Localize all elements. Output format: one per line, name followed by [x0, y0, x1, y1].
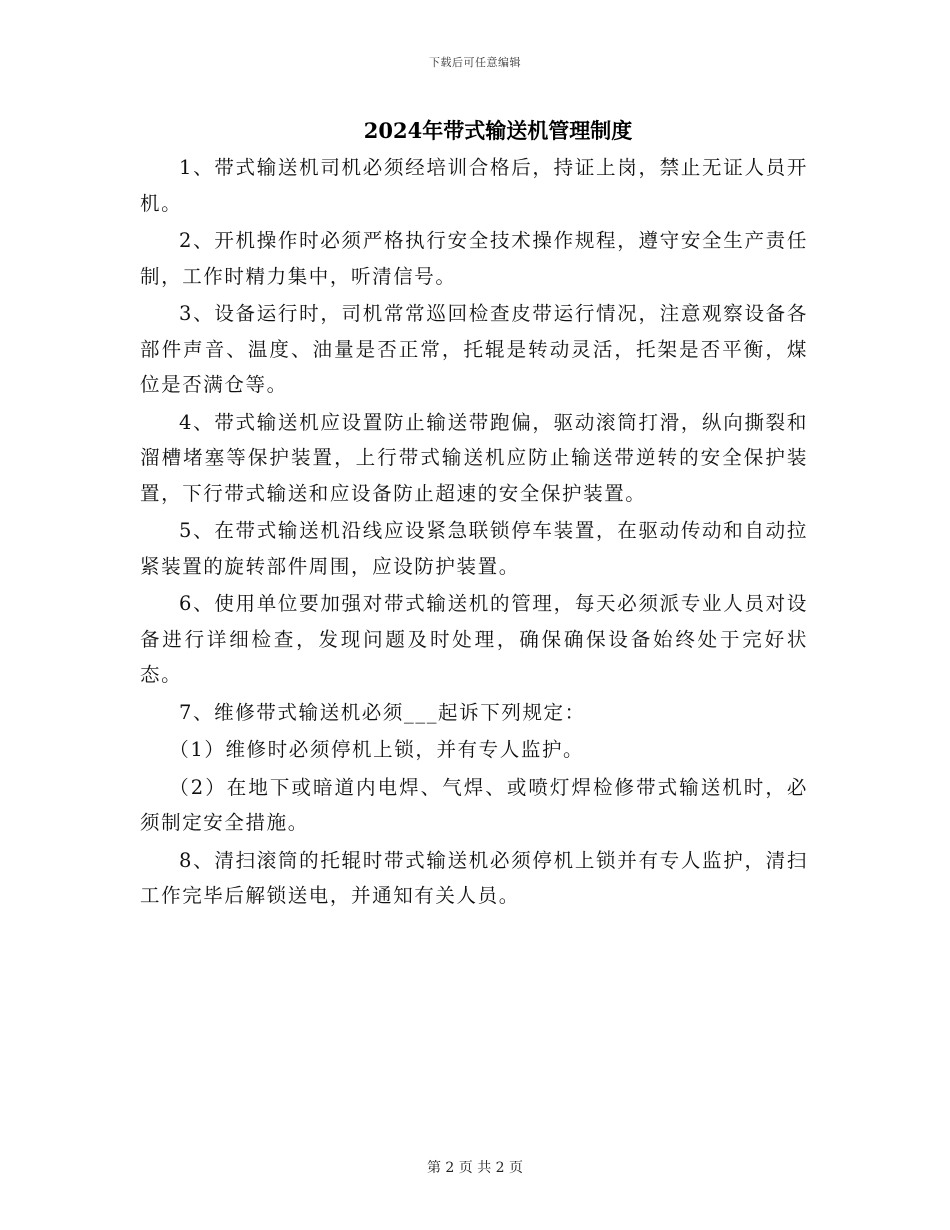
paragraph-7: 7、维修带式输送机必须___起诉下列规定：	[179, 700, 586, 724]
document-title: 2024年带式输送机管理制度	[363, 118, 633, 143]
page-number: 第 2 页 共 2 页	[426, 1160, 524, 1176]
paragraph-2: 2、开机操作时必须严格执行安全技术操作规程，遵守安全生产责任制，工作时精力集中，听清信号。	[140, 229, 808, 288]
page-header-note: 下载后可任意编辑	[429, 56, 521, 69]
paragraph-6: 6、使用单位要加强对带式输送机的管理，每天必须派专业人员对设备进行详细检查，发现问题及时处理，确保确保设备始终处于完好状态。	[140, 592, 808, 686]
sub-item-1: （1）维修时必须停机上锁，并有专人监护。	[169, 738, 585, 761]
paragraph-1: 1、带式输送机司机必须经培训合格后，持证上岗，禁止无证人员开机。	[140, 156, 808, 215]
paragraph-8: 8、清扫滚筒的托辊时带式输送机必须停机上锁并有专人监护，清扫工作完毕后解锁送电，并通知有关人员。	[140, 848, 808, 907]
paragraph-4: 4、带式输送机应设置防止输送带跑偏，驱动滚筒打滑，纵向撕裂和溜槽堵塞等保护装置，上行带式输送机应防止输送带逆转的安全保护装置，下行带式输送和应设备防止超速的安全保护装置。	[140, 410, 808, 505]
paragraph-5: 5、在带式输送机沿线应设紧急联锁停车装置，在驱动传动和自动拉紧装置的旋转部件周围，应设防护装置。	[140, 519, 808, 578]
sub-item-2: （2）在地下或暗道内电焊、气焊、或喷灯焊检修带式输送机时，必须制定安全措施。	[140, 775, 808, 834]
paragraph-3: 3、设备运行时，司机常常巡回检查皮带运行情况，注意观察设备各部件声音、温度、油量是否正常，托辊是转动灵活，托架是否平衡，煤位是否满仓等。	[140, 302, 808, 396]
document-body	[140, 150, 808, 916]
